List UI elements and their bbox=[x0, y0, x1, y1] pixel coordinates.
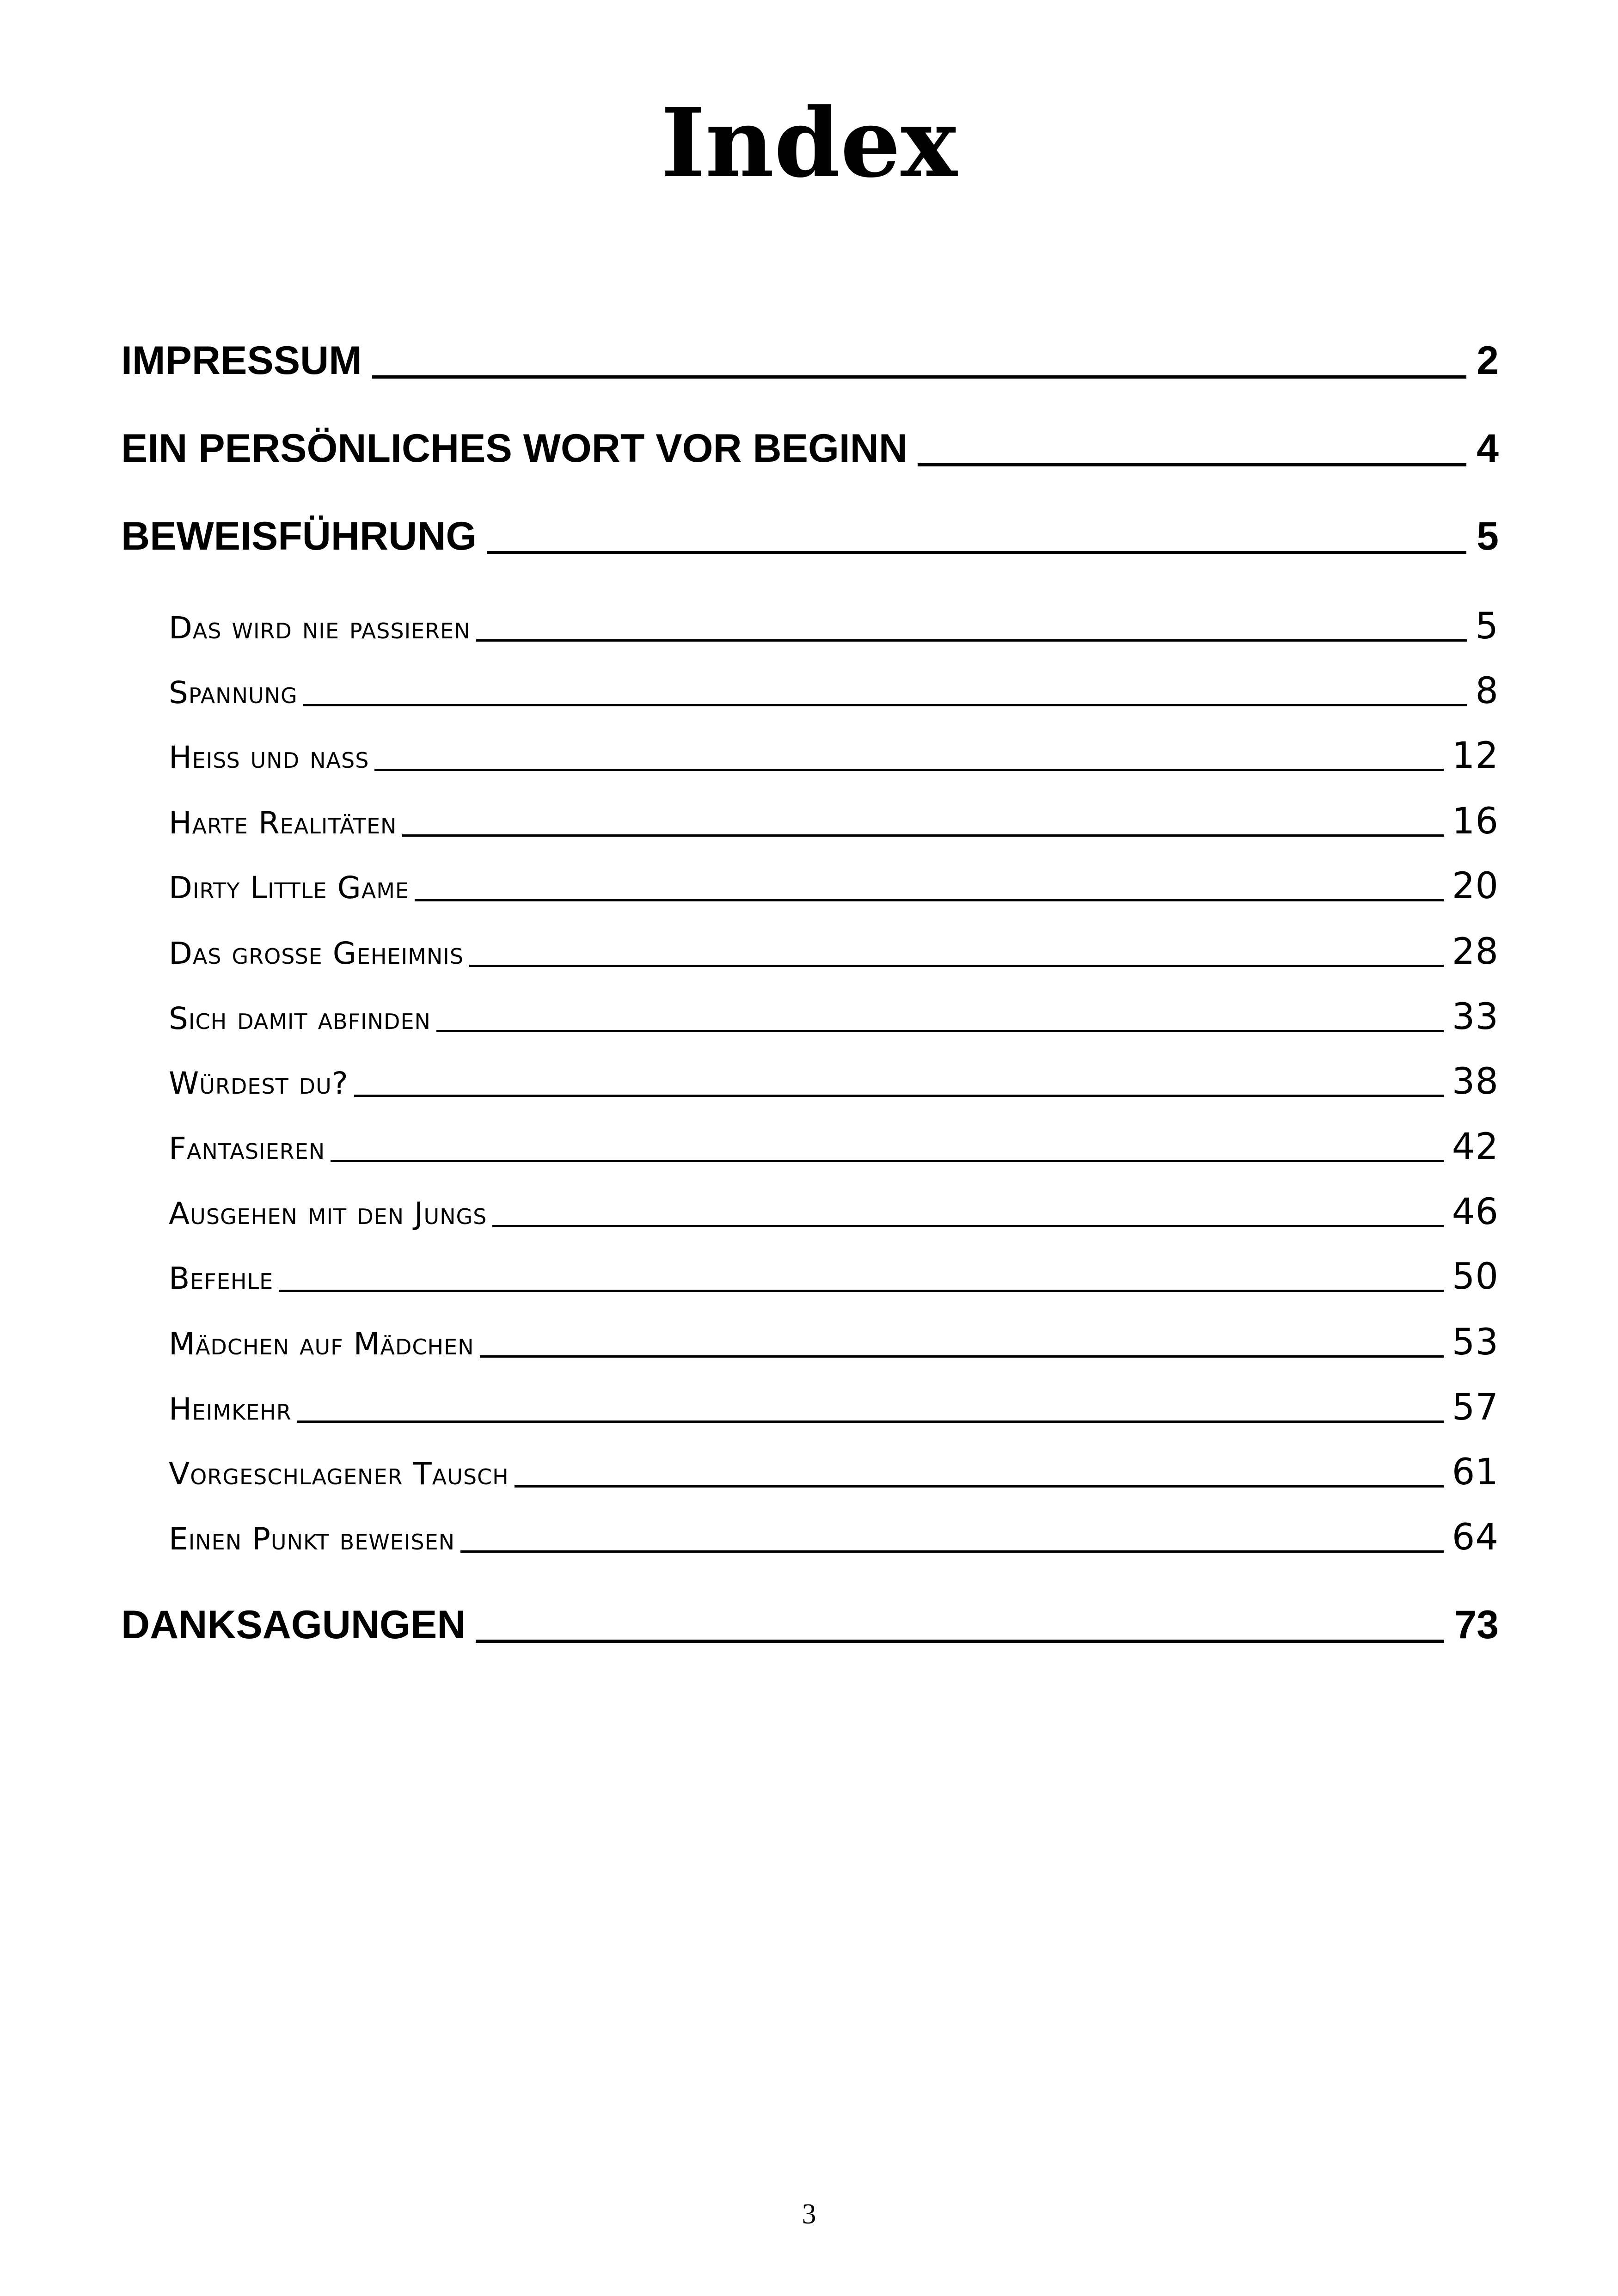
toc-entry-label: Vorgeschlagener Tausch bbox=[169, 1456, 509, 1492]
toc-leader-line bbox=[331, 1160, 1444, 1162]
toc-leader-line bbox=[476, 639, 1467, 642]
toc-subentry[interactable] bbox=[169, 1382, 1499, 1433]
toc-entry-page: 5 bbox=[1477, 514, 1499, 558]
toc-leader-line bbox=[303, 704, 1467, 706]
toc-leader-line bbox=[460, 1550, 1444, 1553]
toc-entry-page: 42 bbox=[1452, 1126, 1499, 1168]
toc-entry-label: Mädchen auf Mädchen bbox=[169, 1326, 474, 1362]
toc-leader-line bbox=[415, 899, 1444, 901]
toc-entry-label: Ausgehen mit den Jungs bbox=[169, 1196, 487, 1231]
toc-entry-page: 50 bbox=[1452, 1256, 1499, 1298]
toc-entry-label: Heiß und nass bbox=[169, 740, 369, 775]
toc-entry-page: 53 bbox=[1452, 1322, 1499, 1363]
toc-entry-label: Einen Punkt beweisen bbox=[169, 1521, 455, 1557]
toc-entry-label: Spannung bbox=[169, 675, 298, 710]
toc-entry-label: Das wird nie passieren bbox=[169, 610, 471, 646]
toc-entry-label: EIN PERSÖNLICHES WORT VOR BEGINN bbox=[121, 426, 908, 471]
toc-subentry[interactable] bbox=[169, 861, 1499, 912]
toc-subentry[interactable] bbox=[169, 926, 1499, 977]
toc-entry-label: Befehle bbox=[169, 1261, 274, 1296]
toc-entry-page: 57 bbox=[1452, 1387, 1499, 1428]
toc-leader-line bbox=[918, 463, 1466, 466]
toc-subentry[interactable] bbox=[169, 1251, 1499, 1302]
toc-entry-page: 28 bbox=[1452, 931, 1499, 973]
toc-subentry[interactable] bbox=[169, 730, 1499, 781]
toc-subentry[interactable] bbox=[169, 1121, 1499, 1172]
toc-entry-page: 20 bbox=[1452, 865, 1499, 907]
toc-leader-line bbox=[402, 834, 1443, 837]
toc-subentry[interactable] bbox=[169, 1317, 1499, 1368]
toc-leader-line bbox=[492, 1225, 1443, 1227]
toc-entry-danksagungen[interactable] bbox=[121, 1595, 1499, 1655]
toc-entry-page: 4 bbox=[1477, 426, 1499, 471]
toc-entry-label: Dirty Little Game bbox=[169, 870, 409, 906]
toc-leader-line bbox=[372, 375, 1466, 379]
toc-entry-page: 46 bbox=[1452, 1191, 1499, 1233]
toc-entry-page: 8 bbox=[1475, 670, 1499, 712]
toc-leader-line bbox=[354, 1095, 1444, 1097]
toc-leader-line bbox=[469, 965, 1444, 967]
toc-entry-page: 64 bbox=[1452, 1517, 1499, 1558]
toc-entry-impressum[interactable] bbox=[121, 331, 1499, 391]
toc-subentry[interactable] bbox=[169, 1056, 1499, 1107]
toc-leader-line bbox=[480, 1355, 1444, 1358]
toc-entry-label: Würdest du? bbox=[169, 1065, 349, 1101]
toc-entry-label: Heimkehr bbox=[169, 1391, 292, 1427]
toc-entry-page: 16 bbox=[1452, 801, 1499, 842]
toc-leader-line bbox=[515, 1485, 1444, 1488]
toc-subentry[interactable] bbox=[169, 1187, 1499, 1237]
toc-entry-label: Harte Realitäten bbox=[169, 805, 397, 841]
toc-subentry[interactable] bbox=[169, 1512, 1499, 1563]
toc-subentry[interactable] bbox=[169, 992, 1499, 1042]
toc-subentry[interactable] bbox=[169, 601, 1499, 652]
toc-entry-label: Fantasieren bbox=[169, 1131, 325, 1166]
toc-entry-label: Sich damit abfinden bbox=[169, 1001, 431, 1036]
page-number: 3 bbox=[802, 2198, 816, 2230]
toc-leader-line bbox=[279, 1290, 1444, 1292]
toc-entry-persoenliches-wort[interactable] bbox=[121, 418, 1499, 478]
toc-entry-page: 5 bbox=[1475, 606, 1499, 647]
toc-entry-page: 2 bbox=[1477, 338, 1499, 383]
toc-leader-line bbox=[487, 551, 1466, 554]
toc-entry-page: 12 bbox=[1452, 735, 1499, 777]
page-title: Index bbox=[661, 88, 957, 199]
toc-leader-line bbox=[374, 769, 1443, 771]
toc-entry-page: 61 bbox=[1452, 1451, 1499, 1493]
toc-leader-line bbox=[297, 1420, 1444, 1423]
toc-entry-label: BEWEISFÜHRUNG bbox=[121, 514, 477, 558]
toc-subentry[interactable] bbox=[169, 666, 1499, 716]
toc-entry-page: 73 bbox=[1454, 1603, 1499, 1647]
toc-entry-page: 33 bbox=[1452, 996, 1499, 1038]
toc-subentry[interactable] bbox=[169, 1447, 1499, 1498]
toc-entry-label: DANKSAGUNGEN bbox=[121, 1603, 466, 1647]
toc-entry-label: Das große Geheimnis bbox=[169, 936, 464, 971]
toc-leader-line bbox=[476, 1640, 1444, 1643]
toc-entry-beweisfuehrung[interactable] bbox=[121, 506, 1499, 566]
toc-entry-page: 38 bbox=[1452, 1061, 1499, 1102]
toc-subentry[interactable] bbox=[169, 796, 1499, 847]
toc-entry-label: IMPRESSUM bbox=[121, 338, 362, 383]
toc-leader-line bbox=[436, 1030, 1444, 1032]
